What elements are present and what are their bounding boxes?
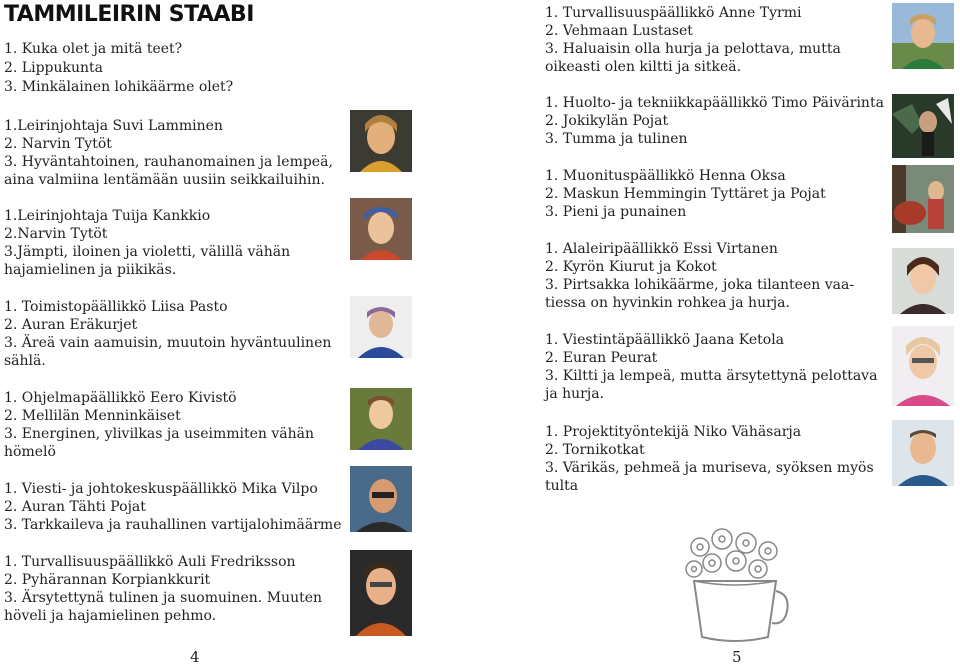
portrait-photo	[350, 466, 412, 532]
portrait-photo	[350, 198, 412, 260]
staff-entry-suvi	[4, 117, 333, 189]
entry-line: tulta	[545, 478, 579, 494]
question-1: 1. Kuka olet ja mitä teet?	[4, 41, 183, 57]
entry-line: 3. Ärsytettynä tulinen ja suomuinen. Muuten	[4, 590, 323, 606]
entry-line: aina valmiina lentämään uusiin seikkailuihin.	[4, 172, 325, 188]
entry-line: 2. Auran Eräkurjet	[4, 317, 138, 333]
portrait-photo	[350, 110, 412, 172]
entry-line: 1.Leirinjohtaja Suvi Lamminen	[4, 118, 223, 134]
staff-entry-timo	[545, 94, 884, 148]
flower-mug-illustration	[680, 525, 790, 645]
staff-entry-anne	[545, 4, 841, 76]
entry-line: 3. Tarkkaileva ja rauhallinen vartijalohimäärme	[4, 517, 342, 533]
portrait-photo	[892, 94, 954, 158]
entry-line: 1. Projektityöntekijä Niko Vähäsarja	[545, 424, 802, 440]
page-number-left: 4	[190, 648, 200, 666]
entry-line: 3. Tumma ja tulinen	[545, 131, 688, 147]
entry-line: 2.Narvin Tytöt	[4, 226, 108, 242]
entry-line: ja hurja.	[545, 386, 605, 402]
portrait-photo	[350, 296, 412, 358]
entry-line: 2. Mellilän Menninkäiset	[4, 408, 181, 424]
entry-line: 3.Jämpti, iloinen ja violetti, välillä vähän	[4, 244, 291, 260]
entry-line: 2. Pyhärannan Korpiankkurit	[4, 572, 211, 588]
entry-line: 1. Viesti- ja johtokeskuspäällikkö Mika Vilpo	[4, 481, 318, 497]
portrait-photo	[350, 550, 412, 636]
staff-entry-mika	[4, 480, 341, 534]
entry-line: 2. Auran Tähti Pojat	[4, 499, 146, 515]
entry-line: 1. Viestintäpäällikkö Jaana Ketola	[545, 332, 785, 348]
portrait-photo	[892, 165, 954, 233]
staff-entry-auli	[4, 553, 322, 625]
portrait-photo	[892, 326, 954, 406]
entry-line: 1. Huolto- ja tekniikkapäällikkö Timo Päivärinta	[545, 95, 884, 111]
entry-line: oikeasti olen kiltti ja sitkeä.	[545, 59, 742, 75]
entry-line: 2. Vehmaan Lustaset	[545, 23, 693, 39]
entry-line: 1. Turvallisuuspäällikkö Anne Tyrmi	[545, 5, 802, 21]
entry-line: 3. Haluaisin olla hurja ja pelottava, mutta	[545, 41, 841, 57]
entry-line: 3. Hyväntahtoinen, rauhanomainen ja lempeä,	[4, 154, 333, 170]
question-2: 2. Lippukunta	[4, 60, 104, 76]
staff-entry-henna	[545, 167, 826, 221]
entry-line: 3. Pirtsakka lohikäärme, joka tilanteen vaa-	[545, 277, 855, 293]
entry-line: 3. Värikäs, pehmeä ja muriseva, syöksen myös	[545, 460, 874, 476]
entry-line: 3. Energinen, ylivilkas ja useimmiten vähän	[4, 426, 315, 442]
portrait-photo	[892, 248, 954, 314]
question-list	[4, 40, 233, 97]
entry-line: 1. Turvallisuuspäällikkö Auli Fredriksson	[4, 554, 296, 570]
portrait-photo	[350, 388, 412, 450]
entry-line: 2. Narvin Tytöt	[4, 136, 112, 152]
entry-line: 2. Maskun Hemmingin Tyttäret ja Pojat	[545, 186, 826, 202]
entry-line: 2. Jokikylän Pojat	[545, 113, 669, 129]
page-title: TAMMILEIRIN STAABI	[4, 2, 254, 27]
portrait-photo	[892, 420, 954, 486]
entry-line: 1. Alaleiripäällikkö Essi Virtanen	[545, 241, 778, 257]
entry-line: hajamielinen ja piikikäs.	[4, 262, 177, 278]
entry-line: 2. Kyrön Kiurut ja Kokot	[545, 259, 717, 275]
staff-entry-liisa	[4, 298, 331, 370]
entry-line: sählä.	[4, 353, 46, 369]
entry-line: hömelö	[4, 444, 56, 460]
question-3: 3. Minkälainen lohikäärme olet?	[4, 79, 234, 95]
entry-line: 3. Äreä vain aamuisin, muutoin hyväntuulinen	[4, 335, 332, 351]
entry-line: 3. Pieni ja punainen	[545, 204, 687, 220]
entry-line: höveli ja hajamielinen pehmo.	[4, 608, 217, 624]
entry-line: 3. Kiltti ja lempeä, mutta ärsytettynä pelottava	[545, 368, 878, 384]
staff-entry-tuija	[4, 207, 290, 279]
entry-line: 1. Toimistopäällikkö Liisa Pasto	[4, 299, 228, 315]
entry-line: 1. Ohjelmapäällikkö Eero Kivistö	[4, 390, 237, 406]
entry-line: 2. Euran Peurat	[545, 350, 658, 366]
entry-line: 2. Tornikotkat	[545, 442, 645, 458]
staff-entry-jaana	[545, 331, 877, 403]
entry-line: tiessa on hyvinkin rohkea ja hurja.	[545, 295, 790, 311]
staff-entry-eero	[4, 389, 314, 461]
entry-line: 1. Muonituspäällikkö Henna Oksa	[545, 168, 786, 184]
staff-entry-niko	[545, 423, 874, 495]
entry-line: 1.Leirinjohtaja Tuija Kankkio	[4, 208, 211, 224]
staff-entry-essi	[545, 240, 854, 312]
page-number-right: 5	[732, 648, 742, 666]
portrait-photo	[892, 3, 954, 69]
